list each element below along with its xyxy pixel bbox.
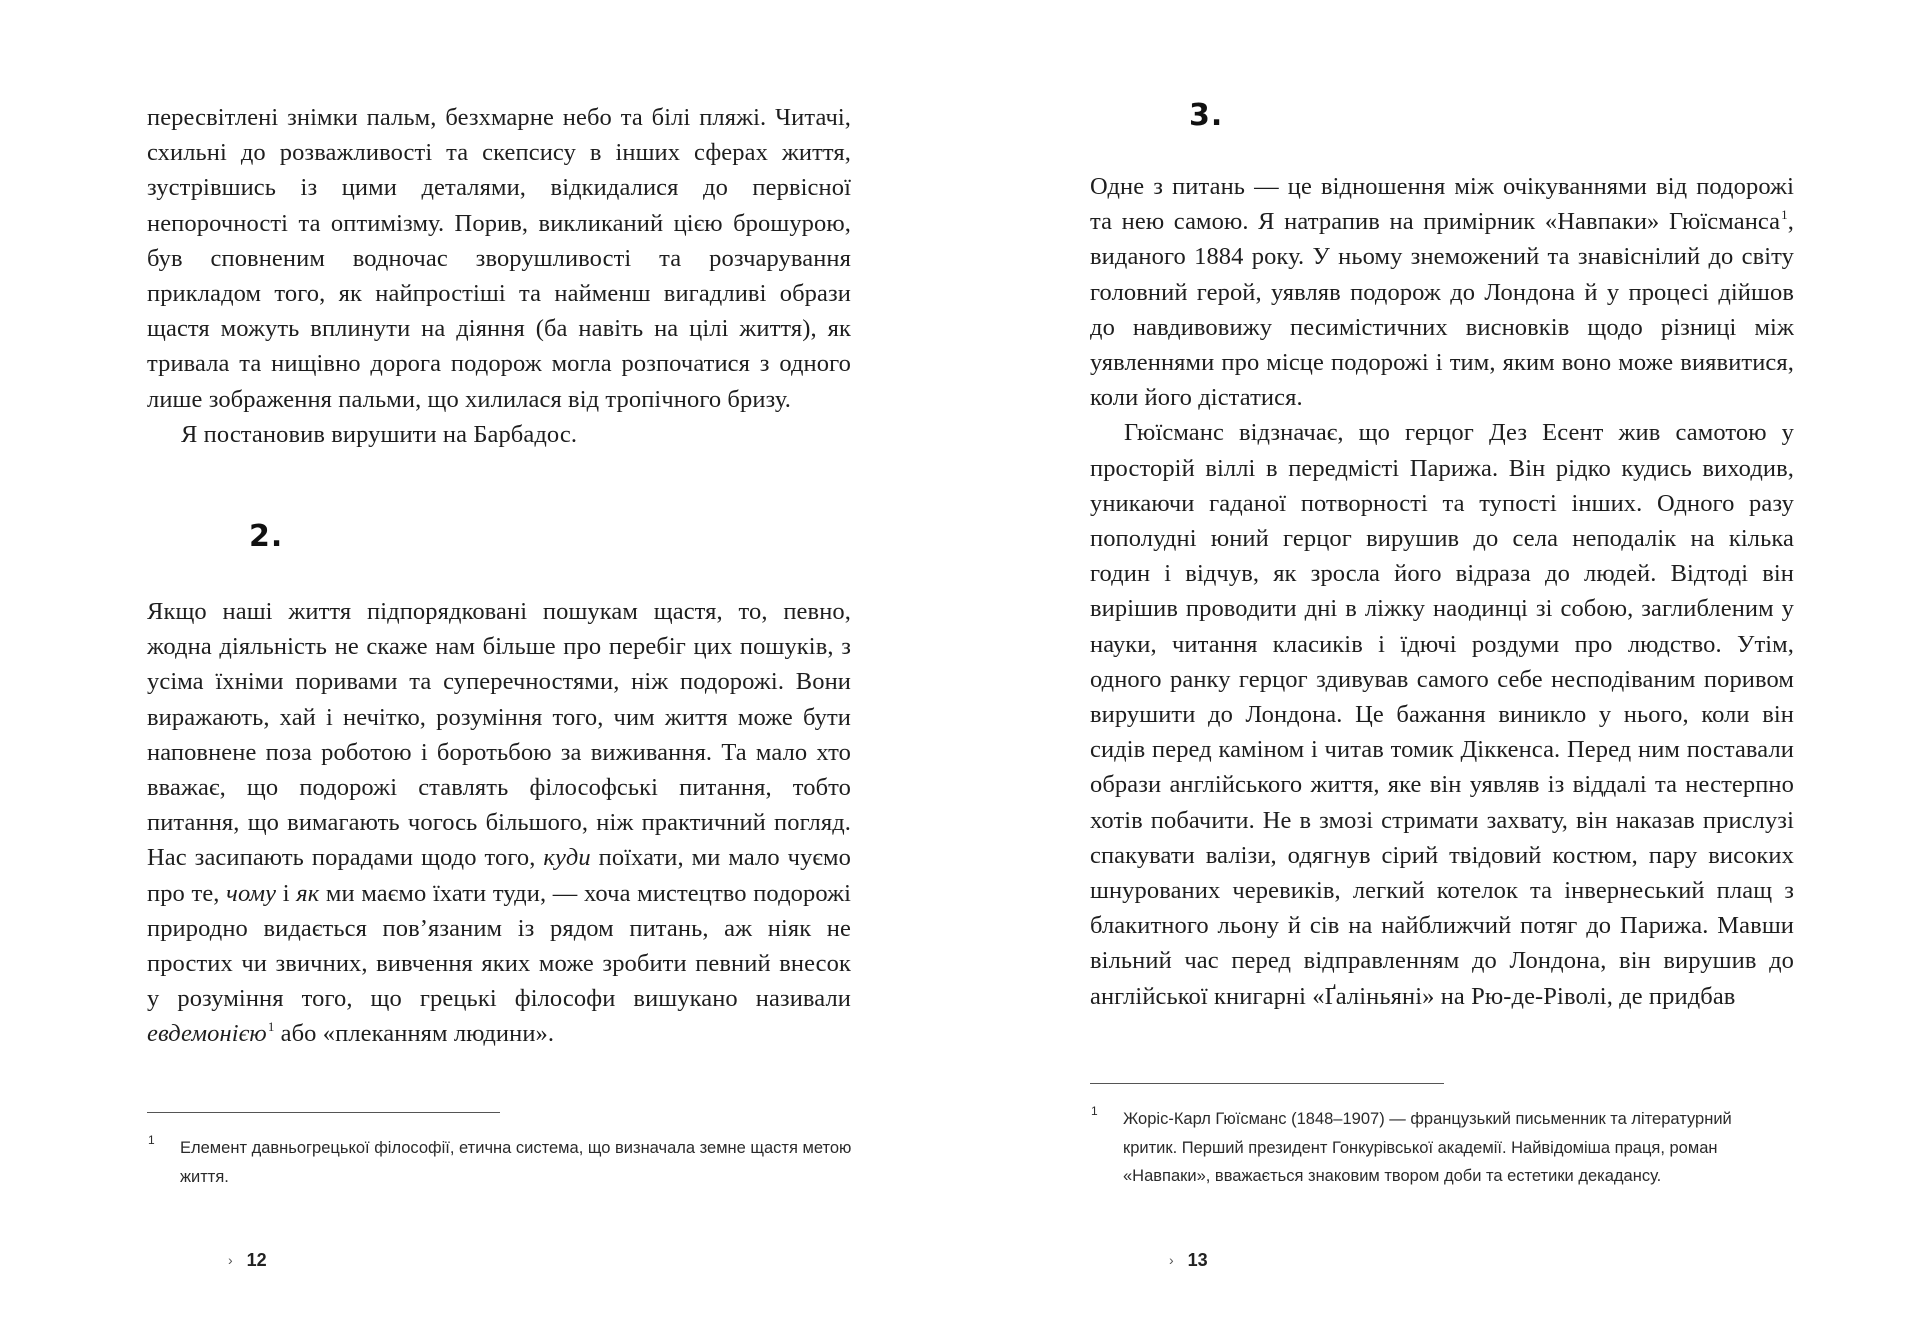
page-number-13: 13 [1187,1250,1208,1270]
italic-kudy: куди [543,844,591,872]
paragraph-3-part-3: і [276,879,297,907]
page-number-right [1169,1250,1208,1270]
folio-arrow-icon: › [228,1252,233,1268]
right-footnote-mark: 1 [1091,1104,1098,1118]
left-text-block-section-2 [147,594,851,1052]
right-paragraph-1 [1090,169,1794,415]
right-paragraph-1-part-2: , виданого 1884 року. У ньому знеможений та знавіснілий до світу головний герой, уявляв подорож до Лондона й у процесі дійшов до навдивовижу песимістичних висновків щодо різниці між уявленнями про місце подорожі і тим, яким воно може виявитися, коли його дістатися. [1090,208,1794,412]
italic-chomu: чому [226,879,277,907]
footnote-reference-1[interactable]: 1 [267,1019,275,1035]
right-footnote-divider [1090,1083,1444,1084]
left-paragraph-2: Я постановив вирушити на Барбадос. [181,420,578,448]
left-text-block [147,100,851,452]
paragraph-3-part-5: або «плеканням людини». [274,1020,555,1048]
paragraph-3-part-2: поїхати, ми мало чуємо про те, [147,844,851,907]
footnote-reference-1[interactable]: 1 [1781,207,1788,223]
paragraph-3-part-4: ми маємо їхати туди, — хоча мистецтво подорожі природно видається пов’язаним із рядом питань, аж ніяк не простих чи звичних, вивчення яких може зробити певний внесок у розуміння того, що грецькі філософи вишукано називали [147,879,852,1013]
right-text-block [1090,169,1794,1014]
right-footnote-text: Жоріс-Карл Гюїсманс (1848–1907) — французький письменник та літературний критик. Перший президент Гонкурівської академії. Найвідоміша праця, роман «Навпаки», вважається знаковим твором доби та естетики декадансу. [1123,1110,1732,1185]
paragraph-3-part-1: Якщо наші життя підпорядковані пошукам щастя, то, певно, жодна діяльність не скаже нам більше про перебіг цих пошуків, з усіма їхніми поривами та суперечностями, ніж подорожі. Вони виражають, хай і нечітко, розуміння того, чим життя може бути наповнене поза роботою і боротьбою за виживання. Та мало хто вважає, що подорожі ставлять філософські питання, тобто питання, що вимагають чогось більшого, ніж практичний погляд. Нас засипають порадами щодо того, [147,598,851,872]
left-paragraph-1: пересвітлені знімки пальм, безхмарне небо та білі пляжі. Читачі, схильні до розважливості та скепсису в інших сферах життя, зустрівшись із цими деталями, відкидалися до первісної непорочності та оптимізму. Порив, викликаний цією брошурою, був сповненим водночас зворушливості та розчарування прикладом того, як найпростіші та найменш вигадливі образи щастя можуть вплинути на діяння (ба навіть на цілі життя), як тривала та нищівно дорога подорож могла розпочатися з одного лише зображення пальми, що хилилася від тропічного бризу. [147,104,851,413]
right-footnote [1091,1104,1757,1191]
right-page [960,0,1920,1325]
left-paragraph-3 [147,594,851,1052]
section-number-3: 3. [1189,98,1224,133]
left-footnote [148,1133,852,1191]
italic-evdemoniya: евдемонією [147,1020,267,1048]
italic-yak: як [296,879,320,907]
left-footnote-divider [147,1112,500,1113]
left-footnote-text: Елемент давньогрецької філософії, етична система, що визначала земне щастя метою життя. [180,1139,852,1186]
page-number-12: 12 [246,1250,267,1270]
right-paragraph-2: Гюїсманс відзначає, що герцог Дез Есент жив самотою у просторій віллі в передмісті Парижа. Він рідко кудись виходив, уникаючи гаданої потворності та тупості інших. Одного разу пополудні юний герцог вирушив до села неподалік на кілька годин і відчув, як зросла його відраза до людей. Відтоді він вирішив проводити дні в ліжку наодинці зі собою, заглибленим у науки, читання класиків і їдючі роздуми про людство. Утім, одного ранку герцог здивував самого себе несподіваним поривом вирушити до Лондона. Це бажання виникло у нього, коли він сидів перед каміном і читав томик Діккенса. Перед ним поставали образи англійського життя, яке він уявляв із віддалі та нестерпно хотів побачити. Не в змозі стримати захвату, він наказав прислузі спакувати валізи, одягнув сірий твідовий костюм, пару високих шнурованих черевиків, легкий котелок та інвернеський плащ з блакитного льону й сів на найближчий потяг до Парижа. Мавши вільний час перед відправленням до Лондона, він вирушив до англійської книгарні «Ґаліньяні» на Рю-де-Ріволі, де придбав [1090,419,1794,1010]
page-number-left [228,1250,267,1270]
left-footnote-mark: 1 [148,1133,155,1147]
section-number-2: 2. [249,519,284,554]
folio-arrow-icon: › [1169,1252,1174,1268]
right-paragraph-1-part-1: Одне з питань — це відношення між очікуваннями від подорожі та нею самою. Я натрапив на примірник «Навпаки» Гюїсманса [1090,173,1794,236]
